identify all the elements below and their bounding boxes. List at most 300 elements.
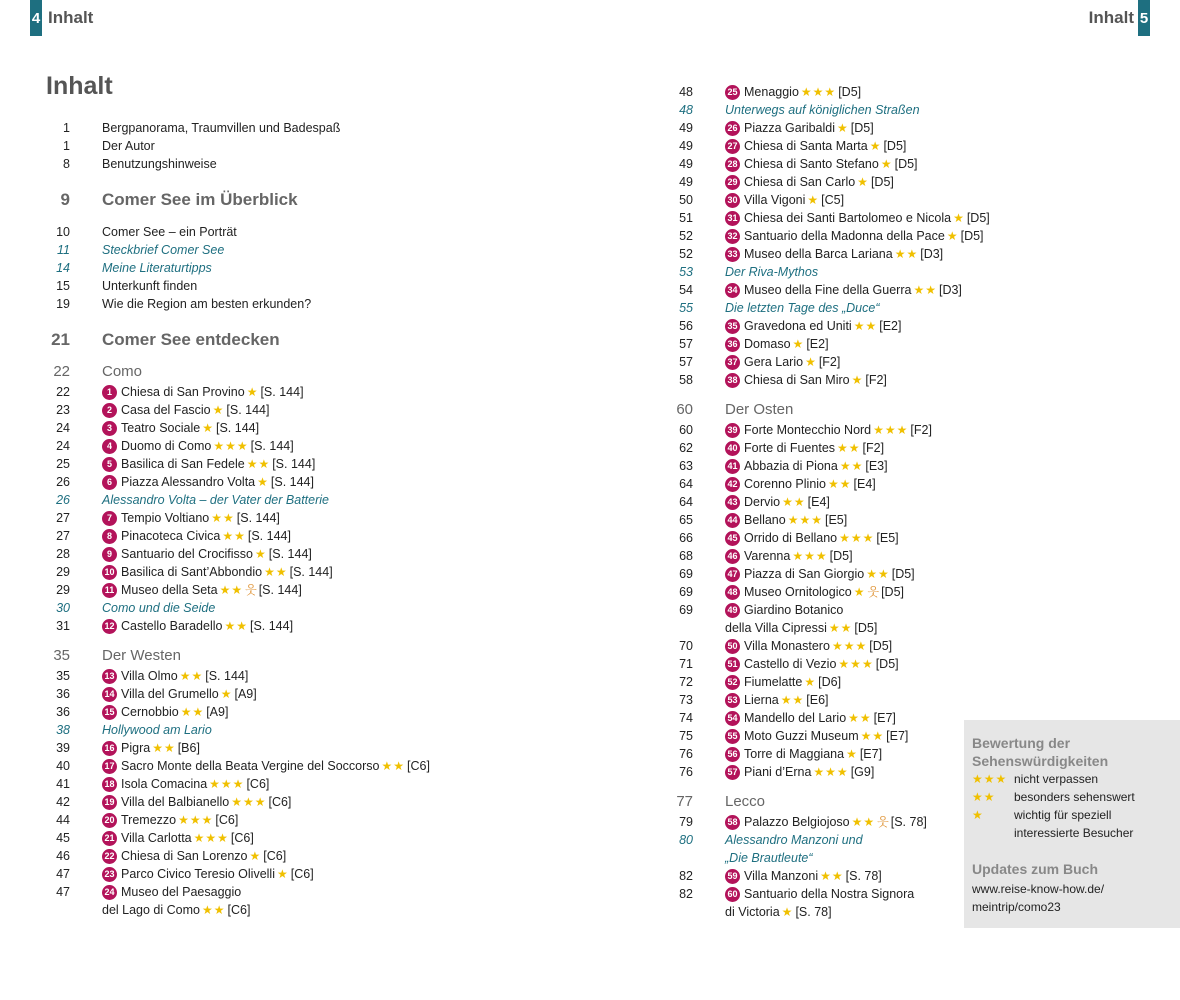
toc-entry[interactable] bbox=[30, 865, 550, 883]
page-number: 50 bbox=[679, 193, 693, 207]
toc-entry[interactable] bbox=[653, 281, 1173, 299]
sight-number-badge: 27 bbox=[725, 139, 740, 154]
entry-title: Gera Lario bbox=[744, 355, 804, 369]
entry-text bbox=[102, 363, 142, 381]
entry-text bbox=[102, 647, 181, 665]
entry-text bbox=[102, 883, 241, 901]
map-reference: [D5] bbox=[966, 211, 990, 225]
rating-stars-icon: ★★ bbox=[264, 565, 288, 579]
map-reference: [S. 78] bbox=[845, 869, 882, 883]
map-reference: [S. 144] bbox=[236, 511, 280, 525]
page-number: 52 bbox=[679, 229, 693, 243]
page-number: 28 bbox=[56, 547, 70, 561]
sight-number-badge: 36 bbox=[725, 337, 740, 352]
toc-entry[interactable] bbox=[30, 509, 550, 527]
rating-stars-icon: ★ bbox=[805, 355, 817, 369]
rating-stars-icon: ★★ bbox=[839, 459, 864, 473]
rating-stars-icon: ★★★ bbox=[800, 85, 837, 99]
sight-number-badge: 28 bbox=[725, 157, 740, 172]
rating-stars-icon: ★★★ bbox=[209, 777, 245, 791]
entry-text bbox=[102, 667, 248, 685]
sight-number-badge: 35 bbox=[725, 319, 740, 334]
toc-entry[interactable] bbox=[653, 155, 1173, 173]
entry-text bbox=[102, 241, 224, 259]
map-reference: [E4] bbox=[853, 477, 876, 491]
entry-text bbox=[725, 191, 844, 209]
entry-title: Chiesa di San Carlo bbox=[744, 175, 856, 189]
map-reference: [D5] bbox=[875, 657, 899, 671]
entry-text bbox=[102, 829, 254, 847]
map-reference: [D5] bbox=[881, 585, 904, 599]
page-number: 10 bbox=[56, 225, 70, 239]
entry-title: Museo del Paesaggio bbox=[121, 885, 242, 899]
sight-number-badge: 54 bbox=[725, 711, 740, 726]
sight-number-badge: 50 bbox=[725, 639, 740, 654]
entry-title: Der Riva-Mythos bbox=[725, 265, 819, 279]
toc-entry[interactable] bbox=[653, 493, 1173, 511]
toc-entry[interactable] bbox=[653, 245, 1173, 263]
sight-number-badge: 37 bbox=[725, 355, 740, 370]
entry-title: Santuario della Nostra Signora bbox=[744, 887, 915, 901]
entry-title: Castello Baradello bbox=[121, 619, 223, 633]
entry-title: Basilica di San Fedele bbox=[121, 457, 245, 471]
entry-title: Pigra bbox=[121, 741, 151, 755]
entry-text bbox=[725, 565, 915, 583]
toc-entry[interactable] bbox=[30, 811, 550, 829]
toc-entry[interactable] bbox=[653, 565, 1173, 583]
toc-entry[interactable] bbox=[653, 137, 1173, 155]
sight-number-badge: 26 bbox=[725, 121, 740, 136]
sight-number-badge: 41 bbox=[725, 459, 740, 474]
rating-stars-icon: ★ bbox=[257, 475, 269, 489]
page-number: 69 bbox=[679, 603, 693, 617]
sight-number-badge: 4 bbox=[102, 439, 117, 454]
entry-text bbox=[725, 155, 918, 173]
toc-entry[interactable] bbox=[30, 401, 550, 419]
page-number: 49 bbox=[679, 157, 693, 171]
entry-title: Chiesa di San Provino bbox=[121, 385, 245, 399]
entry-title: Villa Vigoni bbox=[744, 193, 806, 207]
entry-title: di Victoria bbox=[725, 905, 780, 919]
entry-text bbox=[725, 637, 892, 655]
entry-text bbox=[725, 401, 793, 419]
rating-stars-icon: ★ bbox=[869, 139, 882, 153]
toc-entry[interactable] bbox=[30, 829, 550, 847]
toc-entry[interactable] bbox=[653, 191, 1173, 209]
page-number: 24 bbox=[56, 439, 70, 453]
entry-text bbox=[725, 227, 984, 245]
rating-stars-icon: ★★ bbox=[851, 815, 876, 829]
page-number: 76 bbox=[679, 765, 693, 779]
entry-text bbox=[725, 209, 990, 227]
toc-entry[interactable] bbox=[653, 317, 1173, 335]
running-title-right: Inhalt bbox=[1088, 8, 1134, 27]
page-number: 56 bbox=[679, 319, 693, 333]
toc-entry[interactable] bbox=[30, 703, 550, 721]
page-number: 29 bbox=[56, 583, 70, 597]
entry-text bbox=[102, 401, 269, 419]
toc-entry[interactable] bbox=[30, 647, 550, 665]
entry-text bbox=[102, 491, 329, 509]
map-reference: [S. 144] bbox=[250, 439, 294, 453]
toc-entry[interactable] bbox=[653, 299, 1173, 317]
map-reference: [E5] bbox=[876, 531, 899, 545]
entry-title: della Villa Cipressi bbox=[725, 621, 827, 635]
rating-stars-icon: ★★★ bbox=[193, 831, 229, 845]
legend-text-2: besonders sehenswert bbox=[1014, 790, 1135, 804]
entry-text bbox=[102, 455, 315, 473]
toc-entry[interactable] bbox=[30, 455, 550, 473]
entry-title: Der Westen bbox=[102, 647, 181, 664]
page-number: 38 bbox=[56, 723, 70, 737]
map-reference: [D6] bbox=[818, 675, 842, 689]
toc-entry[interactable] bbox=[653, 227, 1173, 245]
rating-stars-icon: ★★★ bbox=[838, 657, 874, 671]
toc-entry[interactable] bbox=[653, 263, 1173, 281]
entry-text bbox=[102, 703, 228, 721]
toc-entry[interactable] bbox=[653, 439, 1173, 457]
entry-text bbox=[102, 775, 269, 793]
sight-number-badge: 46 bbox=[725, 549, 740, 564]
entry-text bbox=[725, 793, 765, 811]
entry-text bbox=[725, 709, 896, 727]
page-number: 35 bbox=[56, 669, 70, 683]
map-reference: [S. 144] bbox=[226, 403, 270, 417]
entry-text bbox=[102, 563, 333, 581]
toc-entry[interactable] bbox=[653, 511, 1173, 529]
toc-entry[interactable] bbox=[653, 655, 1173, 673]
rating-stars-icon: ★★ bbox=[179, 669, 204, 683]
page-number: 72 bbox=[679, 675, 693, 689]
sight-number-badge: 31 bbox=[725, 211, 740, 226]
entry-title: Piazza Alessandro Volta bbox=[121, 475, 256, 489]
entry-title: Isola Comacina bbox=[121, 777, 208, 791]
entry-text bbox=[725, 867, 882, 885]
sight-number-badge: 51 bbox=[725, 657, 740, 672]
entry-title: Comer See entdecken bbox=[102, 330, 280, 349]
entry-title: Palazzo Belgiojoso bbox=[744, 815, 850, 829]
entry-title: Piazza di San Giorgio bbox=[744, 567, 865, 581]
page-number: 70 bbox=[679, 639, 693, 653]
entry-text bbox=[725, 119, 874, 137]
entry-text bbox=[725, 745, 882, 763]
map-reference: [C6] bbox=[227, 903, 251, 917]
toc-entry[interactable] bbox=[653, 547, 1173, 565]
rating-stars-icon: ★★★ bbox=[792, 549, 828, 563]
page-number: 47 bbox=[56, 867, 70, 881]
entry-title: Villa Manzoni bbox=[744, 869, 819, 883]
entry-title: Fiumelatte bbox=[744, 675, 803, 689]
toc-entry[interactable] bbox=[30, 617, 550, 635]
rating-stars-icon: ★★★ bbox=[231, 795, 267, 809]
rating-stars-icon: ★★ bbox=[152, 741, 176, 755]
toc-entry[interactable] bbox=[30, 901, 550, 919]
toc-entry[interactable] bbox=[30, 757, 550, 775]
toc-entry[interactable] bbox=[30, 721, 550, 739]
toc-entry[interactable] bbox=[30, 295, 550, 313]
entry-title: Wie die Region am besten erkunden? bbox=[102, 297, 312, 311]
rating-stars-icon: ★ bbox=[220, 687, 233, 701]
toc-entry[interactable] bbox=[653, 529, 1173, 547]
rating-stars-icon: ★★ bbox=[211, 511, 235, 525]
updates-link-line2[interactable]: meintrip/como23 bbox=[972, 900, 1061, 914]
page-number: 36 bbox=[56, 687, 70, 701]
toc-entry[interactable] bbox=[30, 793, 550, 811]
sight-number-badge: 21 bbox=[102, 831, 117, 846]
entry-title: Comer See im Überblick bbox=[102, 190, 298, 209]
entry-title: Pinacoteca Civica bbox=[121, 529, 221, 543]
map-reference: [C5] bbox=[821, 193, 845, 207]
toc-entry[interactable] bbox=[30, 241, 550, 259]
toc-entry[interactable] bbox=[30, 327, 550, 353]
entry-title: Steckbrief Comer See bbox=[102, 243, 225, 257]
page-number: 69 bbox=[679, 567, 693, 581]
map-reference: [S. 144] bbox=[215, 421, 260, 435]
entry-text bbox=[102, 259, 212, 277]
rating-stars-icon: ★ bbox=[246, 385, 259, 399]
toc-entry[interactable] bbox=[653, 101, 1173, 119]
map-reference: [E7] bbox=[859, 747, 883, 761]
toc-entry[interactable] bbox=[653, 421, 1173, 439]
page-number: 30 bbox=[56, 601, 70, 615]
entry-text bbox=[102, 137, 155, 155]
entry-text bbox=[725, 763, 874, 781]
page-number: 29 bbox=[56, 565, 70, 579]
toc-entry[interactable] bbox=[30, 155, 550, 173]
sight-number-badge: 39 bbox=[725, 423, 740, 438]
legend-title-line2: Sehenswürdigkeiten bbox=[972, 753, 1109, 769]
toc-entry[interactable] bbox=[30, 883, 550, 901]
map-reference: [F2] bbox=[818, 355, 841, 369]
page-number: 65 bbox=[679, 513, 693, 527]
page-number: 15 bbox=[56, 279, 70, 293]
updates-link-line1[interactable]: www.reise-know-how.de/ bbox=[972, 882, 1105, 896]
toc-entry[interactable] bbox=[30, 667, 550, 685]
toc-entry[interactable] bbox=[653, 119, 1173, 137]
map-reference: [S. 144] bbox=[249, 619, 294, 633]
toc-entry[interactable] bbox=[653, 173, 1173, 191]
entry-title: Museo della Barca Lariana bbox=[744, 247, 893, 261]
entry-text bbox=[725, 511, 847, 529]
page-number: 41 bbox=[56, 777, 70, 791]
toc-entry[interactable] bbox=[30, 739, 550, 757]
toc-entry[interactable] bbox=[30, 545, 550, 563]
toc-entry[interactable] bbox=[653, 209, 1173, 227]
entry-text bbox=[102, 685, 257, 703]
toc-entry[interactable] bbox=[30, 599, 550, 617]
toc-entry[interactable] bbox=[653, 83, 1173, 101]
entry-text bbox=[725, 245, 943, 263]
page-number: 27 bbox=[56, 511, 70, 525]
page-number: 24 bbox=[56, 421, 70, 435]
entry-title: Lierna bbox=[744, 693, 779, 707]
page-number-right: 5 bbox=[1138, 0, 1150, 36]
page-number: 22 bbox=[56, 385, 70, 399]
entry-title: Como bbox=[102, 363, 143, 380]
running-title-left: Inhalt bbox=[48, 8, 94, 27]
toc-entry[interactable] bbox=[30, 277, 550, 295]
rating-stars-icon: ★ bbox=[857, 175, 869, 189]
toc-entry[interactable] bbox=[653, 401, 1173, 419]
page-number: 47 bbox=[56, 885, 70, 899]
map-reference: [S. 144] bbox=[268, 547, 312, 561]
toc-entry[interactable] bbox=[30, 119, 550, 137]
toc-entry[interactable] bbox=[30, 137, 550, 155]
entry-text bbox=[102, 509, 280, 527]
toc-entry[interactable] bbox=[30, 527, 550, 545]
entry-title: Orrido di Bellano bbox=[744, 531, 838, 545]
rating-stars-icon: ★★ bbox=[860, 729, 885, 743]
toc-entry[interactable] bbox=[653, 691, 1173, 709]
sight-number-badge: 60 bbox=[725, 887, 740, 902]
page-number: 55 bbox=[679, 301, 693, 315]
sight-number-badge: 53 bbox=[725, 693, 740, 708]
map-reference: [E7] bbox=[886, 729, 909, 743]
entry-text bbox=[102, 419, 259, 437]
page-number: 80 bbox=[679, 833, 693, 847]
sight-number-badge: 43 bbox=[725, 495, 740, 510]
page-number: 68 bbox=[679, 549, 693, 563]
page-number: 79 bbox=[679, 815, 693, 829]
toc-entry[interactable] bbox=[653, 335, 1173, 353]
entry-title: Como und die Seide bbox=[102, 601, 216, 615]
entry-title: Santuario del Crocifisso bbox=[121, 547, 254, 561]
toc-entry[interactable] bbox=[30, 187, 550, 213]
map-reference: [D5] bbox=[850, 121, 874, 135]
page-number: 49 bbox=[679, 139, 693, 153]
sight-number-badge: 1 bbox=[102, 385, 117, 400]
entry-text bbox=[725, 655, 899, 673]
sight-number-badge: 10 bbox=[102, 565, 117, 580]
rating-legend bbox=[964, 720, 1180, 928]
toc-entry[interactable] bbox=[30, 581, 550, 599]
page-number: 11 bbox=[57, 243, 70, 257]
map-reference: [S. 144] bbox=[205, 669, 249, 683]
entry-text bbox=[102, 119, 340, 137]
toc-entry[interactable] bbox=[30, 259, 550, 277]
toc-entry[interactable] bbox=[653, 371, 1173, 389]
toc-entry[interactable] bbox=[30, 685, 550, 703]
toc-entry[interactable] bbox=[653, 637, 1173, 655]
entry-text bbox=[725, 173, 894, 191]
entry-title: Abbazia di Piona bbox=[744, 459, 838, 473]
sight-number-badge: 29 bbox=[725, 175, 740, 190]
entry-text bbox=[725, 691, 829, 709]
sight-number-badge: 7 bbox=[102, 511, 117, 526]
page-number: 48 bbox=[679, 85, 693, 99]
sight-number-badge: 2 bbox=[102, 403, 117, 418]
page-header-left bbox=[30, 0, 97, 36]
entry-text bbox=[102, 811, 238, 829]
sight-number-badge: 3 bbox=[102, 421, 117, 436]
entry-text bbox=[725, 137, 906, 155]
entry-text bbox=[725, 727, 908, 745]
toc-entry[interactable] bbox=[30, 563, 550, 581]
rating-stars-icon: ★ bbox=[792, 337, 805, 351]
rating-stars-icon: ★★ bbox=[780, 693, 805, 707]
entry-title: Tremezzo bbox=[121, 813, 177, 827]
toc-entry[interactable] bbox=[30, 775, 550, 793]
page-number: 39 bbox=[56, 741, 70, 755]
entry-title: Bellano bbox=[744, 513, 786, 527]
sight-number-badge: 6 bbox=[102, 475, 117, 490]
page-number: 40 bbox=[56, 759, 70, 773]
toc-entry[interactable] bbox=[30, 223, 550, 241]
toc-entry[interactable] bbox=[653, 619, 1173, 637]
entry-title: Duomo di Como bbox=[121, 439, 212, 453]
rating-stars-icon: ★ bbox=[846, 747, 858, 761]
page-number: 49 bbox=[679, 121, 693, 135]
entry-text bbox=[725, 475, 876, 493]
toc-entry[interactable] bbox=[653, 673, 1173, 691]
map-reference: [D5] bbox=[854, 621, 878, 635]
entry-title: Chiesa di Santa Marta bbox=[744, 139, 868, 153]
toc-entry[interactable] bbox=[653, 583, 1173, 601]
rating-stars-icon: ★★★ bbox=[813, 765, 849, 779]
map-reference: [E7] bbox=[873, 711, 896, 725]
toc-entry[interactable] bbox=[30, 383, 550, 401]
entry-title: Domaso bbox=[744, 337, 791, 351]
map-reference: [D5] bbox=[869, 639, 893, 653]
legend-stars-2: ★★ bbox=[972, 790, 996, 804]
page-number: 27 bbox=[56, 529, 70, 543]
page-number: 74 bbox=[679, 711, 693, 725]
entry-text bbox=[102, 617, 293, 635]
toc-entry[interactable] bbox=[30, 437, 550, 455]
kids-figure-icon: 웃 bbox=[867, 585, 880, 599]
toc-entry[interactable] bbox=[30, 847, 550, 865]
toc-entry[interactable] bbox=[653, 601, 1173, 619]
toc-entry[interactable] bbox=[653, 475, 1173, 493]
toc-entry[interactable] bbox=[30, 473, 550, 491]
rating-stars-icon: ★★ bbox=[913, 283, 937, 297]
rating-stars-icon: ★★★ bbox=[873, 423, 909, 437]
page-number: 22 bbox=[53, 363, 70, 380]
page-number: 63 bbox=[679, 459, 693, 473]
entry-text bbox=[102, 847, 286, 865]
toc-entry[interactable] bbox=[653, 353, 1173, 371]
entry-title: Villa Monastero bbox=[744, 639, 830, 653]
entry-title: Museo della Seta bbox=[121, 583, 218, 597]
entry-title: Alessandro Manzoni und bbox=[725, 833, 863, 847]
entry-title: Unterkunft finden bbox=[102, 279, 198, 293]
entry-text bbox=[102, 473, 314, 491]
entry-text bbox=[725, 317, 901, 335]
sight-number-badge: 14 bbox=[102, 687, 117, 702]
page-number: 76 bbox=[679, 747, 693, 761]
entry-text bbox=[725, 421, 932, 439]
entry-text bbox=[102, 545, 312, 563]
map-reference: [S. 144] bbox=[272, 457, 316, 471]
map-reference: [C6] bbox=[290, 867, 314, 881]
entry-title: Menaggio bbox=[744, 85, 799, 99]
toc-entry[interactable] bbox=[653, 457, 1173, 475]
sight-number-badge: 15 bbox=[102, 705, 117, 720]
map-reference: [D5] bbox=[829, 549, 853, 563]
entry-text bbox=[102, 223, 237, 241]
entry-text bbox=[725, 371, 887, 389]
kids-figure-icon: 웃 bbox=[877, 815, 889, 829]
toc-entry[interactable] bbox=[30, 363, 550, 381]
rating-stars-icon: ★★ bbox=[219, 583, 244, 597]
map-reference: [C6] bbox=[246, 777, 270, 791]
entry-text bbox=[102, 327, 280, 353]
toc-entry[interactable] bbox=[30, 491, 550, 509]
rating-stars-icon: ★ bbox=[781, 905, 794, 919]
toc-entry[interactable] bbox=[30, 419, 550, 437]
entry-title: Hollywood am Lario bbox=[102, 723, 212, 737]
map-reference: [F2] bbox=[862, 441, 885, 455]
